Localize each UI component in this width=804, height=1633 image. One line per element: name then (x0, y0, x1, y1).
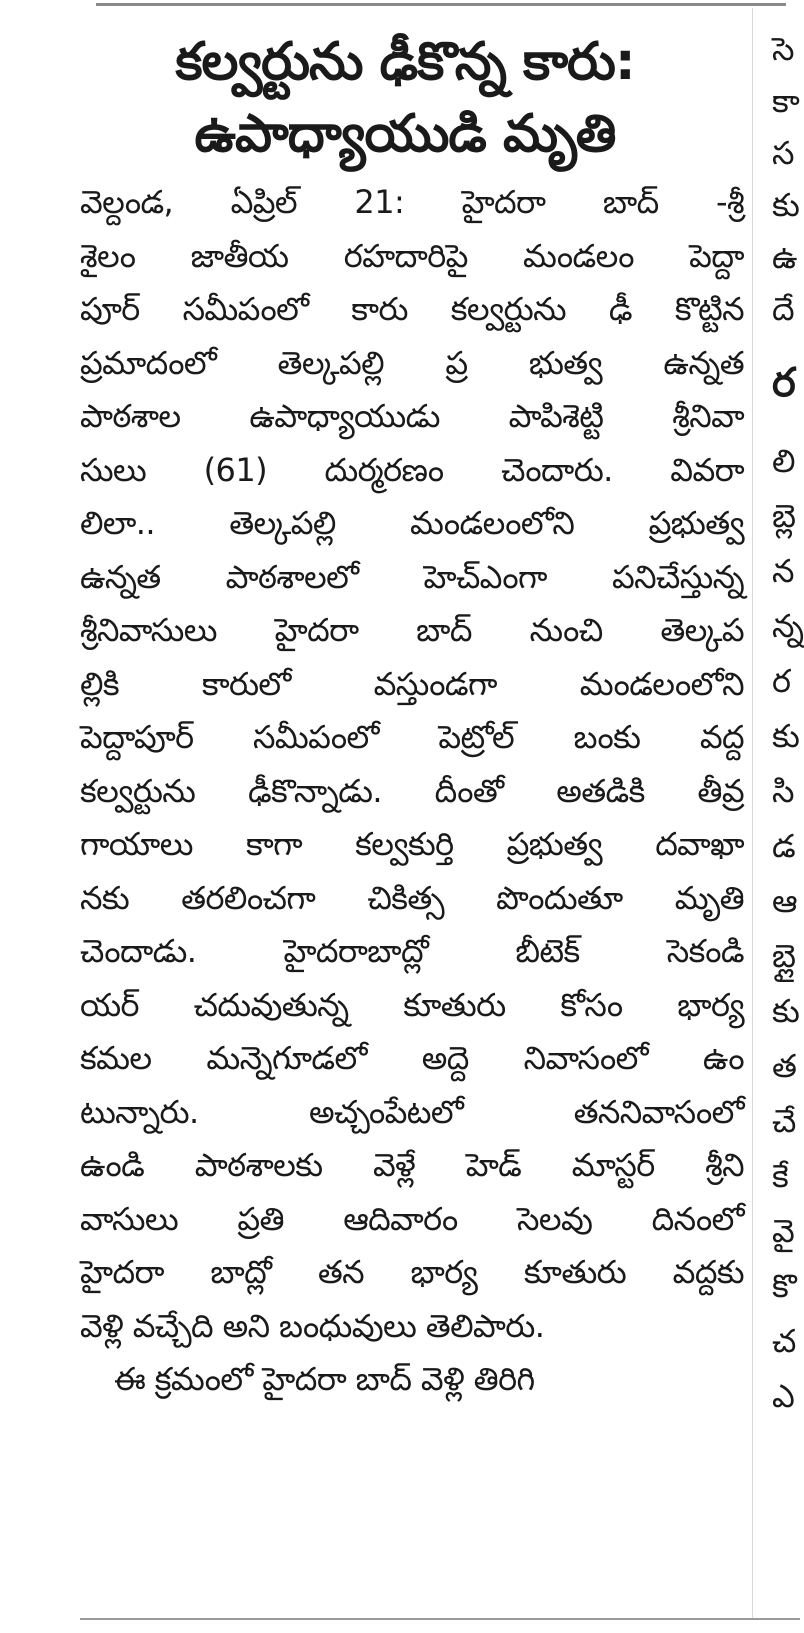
side-line: చ (772, 1322, 797, 1360)
body-line: హైదరా బాద్లో తన భార్య కూతురు వద్దకు (80, 1253, 744, 1291)
body-line: ఉండి పాఠశాలకు వెళ్లే హెడ్ మాస్టర్ శ్రీని (80, 1146, 744, 1184)
side-line: న్న (772, 607, 804, 645)
side-line: కే (772, 1157, 789, 1195)
side-line: స (772, 134, 795, 172)
body-line: పాఠశాల ఉపాధ్యాయుడు పాపిశెట్టి శ్రీనివా (80, 397, 744, 435)
headline-line-1: కల్వర్టును ఢీకొన్న కారు: (175, 32, 635, 92)
side-line: చే (772, 1102, 797, 1140)
top-rule (96, 3, 786, 6)
body-line: శైలం జాతీయ రహదారిపై మండలం పెద్దా (80, 236, 744, 275)
side-line: కు (772, 186, 800, 224)
body-line: కమల మన్నెగూడలో అద్దె నివాసంలో ఉం (80, 1039, 744, 1077)
side-line: కొ (772, 1267, 797, 1305)
side-line: కా (772, 82, 800, 120)
side-line: ఎ (772, 1377, 795, 1415)
side-line: లి (772, 442, 796, 480)
body-line: లిలా.. తెల్కపల్లి మండలంలోని ప్రభుత్వ (80, 504, 744, 542)
body-line: వాసులు ప్రతి ఆదివారం సెలవు దినంలో (80, 1199, 744, 1238)
side-line: న (772, 552, 795, 590)
article-body (80, 176, 744, 1407)
body-line: గాయాలు కాగా కల్వకుర్తి ప్రభుత్వ దవాఖా (80, 825, 744, 863)
adjacent-article-column (772, 30, 804, 1470)
body-line: ఉన్నత పాఠశాలలో హెచ్ఎంగా పనిచేస్తున్న (80, 557, 744, 596)
body-line: టున్నారు. అచ్చంపేటలో తననివాసంలో (80, 1092, 744, 1131)
body-line: ల్లికి కారులో వస్తుండగా మండలంలోని (80, 664, 744, 703)
side-line: కు (772, 992, 800, 1030)
body-line: శ్రీనివాసులు హైదరా బాద్ నుంచి తెల్కప (80, 611, 744, 649)
headline-line-2: ఉపాధ్యాయుడి మృతి (194, 104, 616, 164)
side-line: డ (772, 827, 796, 865)
side-line: సె (772, 30, 795, 68)
column-divider (752, 8, 753, 1618)
body-line: వెళ్లి వచ్చేది అని బంధువులు తెలిపారు. (80, 1306, 545, 1345)
side-line: సి (772, 772, 795, 810)
body-line: సులు (61) దుర్మరణం చెందారు. వివరా (80, 450, 744, 489)
body-line: యర్ చదువుతున్న కూతురు కోసం భార్య (80, 985, 744, 1024)
body-line: పెద్దాపూర్ సమీపంలో పెట్రోల్ బంకు వద్ద (80, 718, 744, 756)
body-line: నకు తరలించగా చికిత్స పొందుతూ మృతి (80, 878, 744, 917)
body-line: చెందాడు. హైదరాబాద్లో బీటెక్ సెకండి (80, 932, 744, 970)
side-line: త (772, 1047, 797, 1085)
side-line: బ్లె (772, 497, 797, 535)
body-line: పూర్ సమీపంలో కారు కల్వర్టును ఢీ కొట్టిన (80, 290, 744, 328)
side-line: ర (772, 662, 791, 700)
side-line: ఆ (772, 882, 798, 920)
body-line: కల్వర్టును ఢీకొన్నాడు. దీంతో అతడికి తీవ్ర (80, 771, 744, 810)
body-line: ప్రమాదంలో తెల్కపల్లి ప్ర భుత్వ ఉన్నత (80, 343, 744, 382)
side-heading: ర (772, 360, 796, 406)
side-line: వై (772, 1212, 795, 1250)
side-line: కు (772, 717, 800, 755)
body-line: వెల్దండ, ఏప్రిల్ 21: హైదరా బాద్ -శ్రీ (80, 183, 744, 221)
body-line: ఈ క్రమంలో హైదరా బాద్ వెళ్లి తిరిగి (114, 1360, 535, 1398)
side-line: దే (772, 290, 795, 328)
bottom-rule (80, 1618, 800, 1620)
side-line: ఉ (772, 238, 798, 276)
article-headline (70, 26, 740, 170)
side-line: బ్లై (772, 937, 797, 975)
